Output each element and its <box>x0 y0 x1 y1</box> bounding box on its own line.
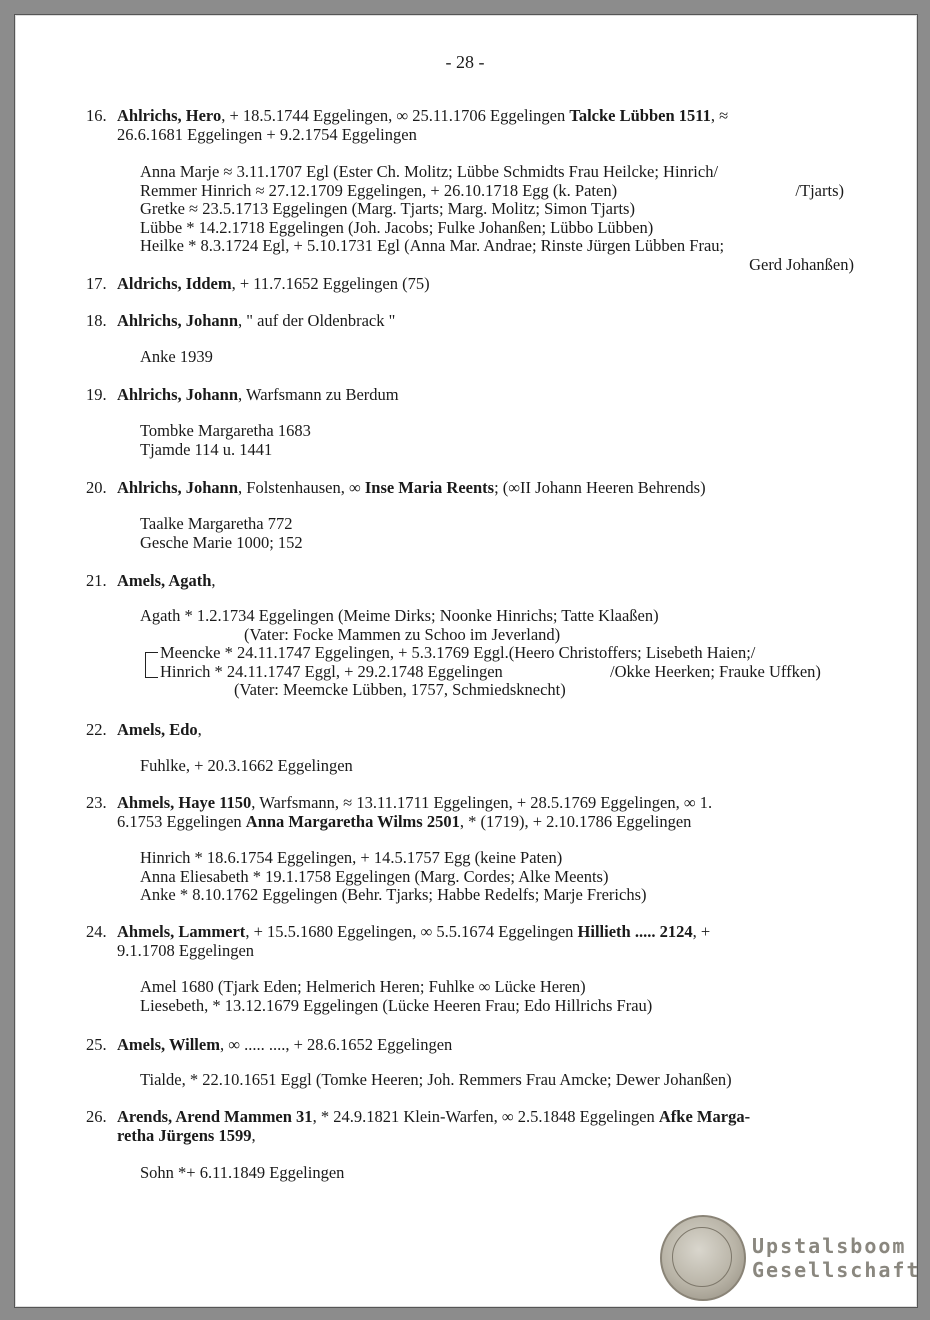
entry-21: 21. Amels, Agath, <box>86 571 216 590</box>
society-name-line2: Gesellschaft <box>752 1258 921 1282</box>
entry-25: 25. Amels, Willem, ∞ ..... ...., + 28.6.1652 Eggelingen <box>86 1035 453 1054</box>
entry-20: 20. Ahlrichs, Johann, Folstenhausen, ∞ Inse Maria Reents; (∞II Johann Heeren Behrends) <box>86 478 706 497</box>
children-16: Anna Marje ≈ 3.11.1707 Egl (Ester Ch. Molitz; Lübbe Schmidts Frau Heilcke; Hinrich/ Remmer Hinrich ≈ 27.12.1709 Eggelingen, + 26.10.1718 Egg (k. Paten) /Tjarts) Gretke ≈ 23.5.1713 Eggelingen (Marg. Tjarts; Marg. Molitz; Simon Tjarts) Lübbe * 14.2.1718 Eggelingen (Joh. Jacobs; Fulke Johanßen; Lübbo Lübben) Heilke * 8.3.1724 Egl, + 5.10.1731 Egl (Anna Mar. Andrae; Rinste Jürgen Lübben Frau; Gerd Johanßen) <box>140 162 854 274</box>
spouse-name: Talcke Lübben 1511 <box>569 106 711 125</box>
entry-19: 19. Ahlrichs, Johann, Warfsmann zu Berdum <box>86 385 399 404</box>
society-seal-logo <box>660 1215 746 1301</box>
entry-17: 17. Aldrichs, Iddem, + 11.7.1652 Eggelingen (75) <box>86 274 430 293</box>
entry-number: 16. <box>86 106 107 125</box>
entry-16: 16. Ahlrichs, Hero, + 18.5.1744 Eggelingen, ∞ 25.11.1706 Eggelingen Talcke Lübben 1511, ≈ 26.6.1681 Eggelingen + 9.2.1754 Eggelingen <box>86 106 729 144</box>
entry-26: 26. Arends, Arend Mammen 31, * 24.9.1821 Klein-Warfen, ∞ 2.5.1848 Eggelingen Afke Marga- retha Jürgens 1599, <box>86 1107 751 1145</box>
entry-18: 18. Ahlrichs, Johann, " auf der Oldenbrack " <box>86 311 396 330</box>
society-name-line1: Upstalsboom <box>752 1234 907 1258</box>
entry-23: 23. Ahmels, Haye 1150, Warfsmann, ≈ 13.11.1711 Eggelingen, + 28.5.1769 Eggelingen, ∞ 1. 6.1753 Eggelingen Anna Margaretha Wilms 2501, * (1719), + 2.10.1786 Eggelingen <box>86 793 713 831</box>
entry-22: 22. Amels, Edo, <box>86 720 202 739</box>
entry-24: 24. Ahmels, Lammert, + 15.5.1680 Eggelingen, ∞ 5.5.1674 Eggelingen Hillieth ..... 2124, + 9.1.1708 Eggelingen <box>86 922 711 960</box>
page-number: - 28 - <box>445 52 485 72</box>
twin-bracket <box>145 652 158 678</box>
entry-name: Ahlrichs, Hero <box>117 106 222 125</box>
